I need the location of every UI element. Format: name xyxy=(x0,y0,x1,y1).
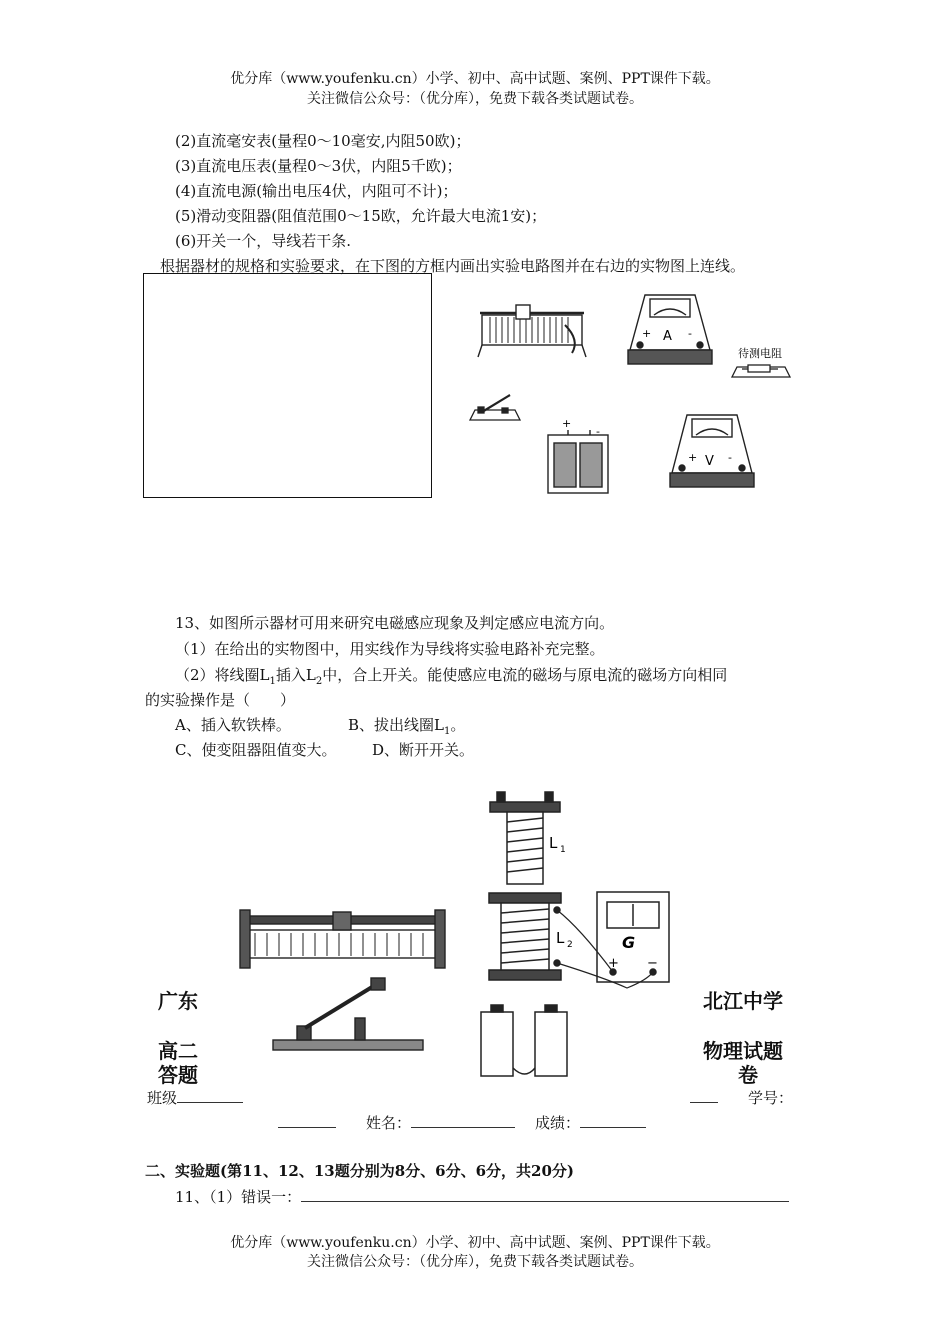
galvanometer-minus-label: − xyxy=(647,956,658,971)
apparatus-figure-2 xyxy=(235,788,685,1083)
instruction-text: 根据器材的规格和实验要求，在下图的方框内画出实验电路图并在右边的实物图上连线。 xyxy=(160,257,746,275)
q13-option-b xyxy=(348,714,465,737)
cover-right-1: 北江中学 xyxy=(703,989,783,1013)
q13-part2-sub1: 1 xyxy=(269,676,276,687)
cover-left-2: 高二 xyxy=(158,1039,198,1063)
ammeter-symbol: A xyxy=(663,329,672,344)
name-score-line xyxy=(278,1112,646,1133)
galvanometer-plus-label: + xyxy=(608,956,619,971)
apparatus-figure-1 xyxy=(460,285,800,500)
galvanometer-symbol: G xyxy=(622,933,636,952)
q13-part2-b: 插入L xyxy=(275,666,316,684)
cover-left-3: 答题 xyxy=(158,1063,198,1087)
equipment-item-4: (4)直流电源(输出电压4伏，内阻可不计)； xyxy=(175,182,458,200)
equipment-item-3: (3)直流电压表(量程0～3伏，内阻5千欧)； xyxy=(175,157,462,175)
q13-part2-line2: 的实验操作是（ ） xyxy=(145,691,296,709)
q13-option-a: A、插入软铁棒。 xyxy=(175,716,291,734)
q13-option-c: C、使变阻器阻值变大。 xyxy=(175,741,337,759)
q13-part2-c: 中，合上开关。能使感应电流的磁场与原电流的磁场方向相同 xyxy=(322,666,728,684)
sliding-rheostat-illustration xyxy=(240,910,445,968)
voltmeter-plus-label: + xyxy=(688,451,698,464)
student-no-label: 学号： xyxy=(748,1089,794,1107)
equipment-item-6: (6)开关一个，导线若干条. xyxy=(175,232,352,250)
score-blank[interactable] xyxy=(580,1127,646,1128)
circuit-drawing-box xyxy=(143,273,432,498)
q13-part2-sub2: 2 xyxy=(315,676,323,687)
q13-part1: （1）在给出的实物图中，用实线作为导线将实验电路补充完整。 xyxy=(175,640,605,658)
battery-plus-label: + xyxy=(562,417,572,430)
rheostat-illustration xyxy=(478,305,586,357)
batteries-illustration xyxy=(481,1005,567,1076)
battery-minus-label: - xyxy=(596,425,600,438)
unknown-resistor-label: 待测电阻 xyxy=(738,347,782,360)
switch-illustration xyxy=(470,395,520,420)
battery-illustration xyxy=(548,430,608,493)
q11-label: 11、（1）错误一： xyxy=(175,1188,302,1206)
equipment-item-5: (5)滑动变阻器(阻值范围0～15欧，允许最大电流1安)； xyxy=(175,207,547,225)
q13-part2-a: （2）将线圈L xyxy=(175,666,270,684)
coil-l2-sub: 2 xyxy=(567,940,573,950)
page-footer-line1: 优分库（www.youfenku.cn）小学、初中、高中试题、案例、PPT课件下载。 xyxy=(230,1235,720,1251)
name-blank[interactable] xyxy=(411,1127,515,1128)
class-blank[interactable] xyxy=(177,1102,243,1103)
name-label: 姓名： xyxy=(366,1114,412,1132)
coil-l1-label: L xyxy=(549,834,558,852)
page-header-line2: 关注微信公众号：（优分库），免费下载各类试题试卷。 xyxy=(307,91,643,107)
unknown-resistor-illustration xyxy=(732,365,790,377)
cover-right-3: 卷 xyxy=(738,1063,758,1087)
q11-answer-blank[interactable] xyxy=(301,1201,789,1202)
class-label: 班级 xyxy=(147,1089,178,1107)
class-field xyxy=(147,1087,243,1108)
student-no-field xyxy=(690,1087,793,1108)
ammeter-minus-label: - xyxy=(688,327,692,340)
knife-switch-illustration xyxy=(273,978,423,1050)
coil-l1-sub: 1 xyxy=(560,845,566,855)
page-header-line1: 优分库（www.youfenku.cn）小学、初中、高中试题、案例、PPT课件下载。 xyxy=(230,71,720,87)
q13-part2 xyxy=(175,664,727,687)
page-footer-line2: 关注微信公众号：（优分库），免费下载各类试题试卷。 xyxy=(307,1254,643,1270)
voltmeter-minus-label: - xyxy=(728,451,732,464)
score-label: 成绩： xyxy=(535,1114,581,1132)
q13-option-b-sub: 1 xyxy=(444,726,451,737)
cover-right-2: 物理试题 xyxy=(703,1039,783,1063)
q13-option-b-text: B、拔出线圈L xyxy=(348,716,444,734)
q13-stem: 13、如图所示器材可用来研究电磁感应现象及判定感应电流方向。 xyxy=(175,614,615,632)
student-no-blank-pre[interactable] xyxy=(690,1102,718,1103)
q13-option-b-end: 。 xyxy=(450,716,466,734)
voltmeter-illustration xyxy=(670,415,754,487)
coil-l2-label: L xyxy=(556,929,565,947)
section-2-title: 二、实验题(第11、12、13题分别为8分、6分、6分，共20分) xyxy=(145,1162,575,1180)
student-no-blank[interactable] xyxy=(278,1127,336,1128)
voltmeter-symbol: V xyxy=(705,454,714,469)
equipment-item-2: (2)直流毫安表(量程0～10毫安,内阻50欧)； xyxy=(175,132,471,150)
ammeter-plus-label: + xyxy=(642,327,652,340)
coil-l2-illustration xyxy=(489,893,561,980)
q13-option-d: D、断开开关。 xyxy=(372,741,475,759)
q11-line xyxy=(175,1186,789,1207)
cover-left-1: 广东 xyxy=(158,989,198,1013)
